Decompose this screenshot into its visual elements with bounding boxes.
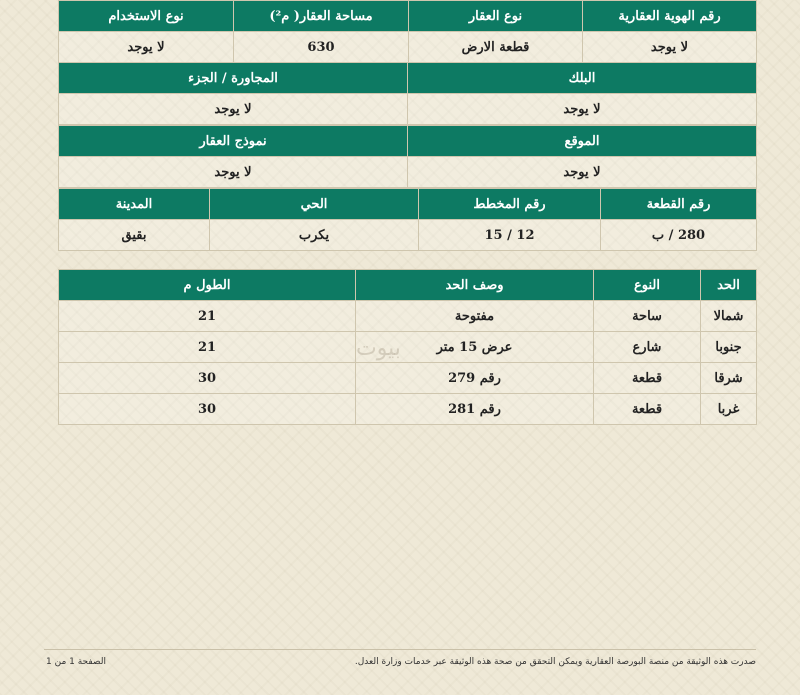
boundary-length: 21 [59, 332, 356, 363]
boundary-type: ساحة [594, 301, 701, 332]
value-usage-type: لا يوجد [59, 32, 234, 63]
value-location: لا يوجد [408, 157, 757, 188]
boundary-length: 30 [59, 394, 356, 425]
value-neighborhood-part: لا يوجد [59, 94, 408, 125]
header-boundary: الحد [701, 270, 757, 301]
boundary-description: رقم 279 [356, 363, 594, 394]
header-property-id: رقم الهوية العقارية [583, 1, 757, 32]
boundary-side: شمالا [701, 301, 757, 332]
header-length: الطول م [59, 270, 356, 301]
page-number: الصفحة 1 من 1 [46, 657, 106, 667]
footer-notice: صدرت هذه الوثيقة من منصة البورصة العقارية ويمكن التحقق من صحة هذه الوثيقة عبر خدمات وزارة العدل. [354, 657, 756, 667]
boundary-side: غربا [701, 394, 757, 425]
table-row [59, 301, 757, 332]
boundary-length: 30 [59, 363, 356, 394]
boundary-description: رقم 281 [356, 394, 594, 425]
property-table-row1 [58, 0, 757, 63]
footer-divider [44, 649, 756, 650]
header-plot-number: رقم القطعة [601, 189, 757, 220]
header-neighborhood-part: المجاورة / الجزء [59, 63, 408, 94]
value-block: لا يوجد [408, 94, 757, 125]
table-row [59, 394, 757, 425]
value-property-id: لا يوجد [583, 32, 757, 63]
header-usage-type: نوع الاستخدام [59, 1, 234, 32]
boundary-side: جنوبا [701, 332, 757, 363]
header-property-area: مساحة العقار( م²) [234, 1, 409, 32]
property-table-row4 [58, 188, 757, 251]
table-row [59, 332, 757, 363]
boundary-side: شرقا [701, 363, 757, 394]
value-plan-number: 12 / 15 [419, 220, 601, 251]
header-district: الحي [210, 189, 419, 220]
value-property-area: 630 [234, 32, 409, 63]
value-property-model: لا يوجد [59, 157, 408, 188]
value-plot-number: 280 / ب [601, 220, 757, 251]
value-property-type: قطعة الارض [409, 32, 583, 63]
value-city: بقيق [59, 220, 210, 251]
boundary-type: قطعة [594, 363, 701, 394]
header-location: الموقع [408, 126, 757, 157]
property-table-row3 [58, 125, 757, 188]
boundary-description: مفتوحة [356, 301, 594, 332]
boundary-description: عرض 15 متر [356, 332, 594, 363]
boundary-type: شارع [594, 332, 701, 363]
boundary-length: 21 [59, 301, 356, 332]
header-plan-number: رقم المخطط [419, 189, 601, 220]
header-block: البلك [408, 63, 757, 94]
header-property-type: نوع العقار [409, 1, 583, 32]
boundary-type: قطعة [594, 394, 701, 425]
table-row [59, 363, 757, 394]
header-description: وصف الحد [356, 270, 594, 301]
value-district: يكرب [210, 220, 419, 251]
property-table-row2 [58, 62, 757, 125]
header-city: المدينة [59, 189, 210, 220]
watermark: بيوت [356, 336, 401, 361]
boundaries-table [58, 269, 757, 425]
header-property-model: نموذج العقار [59, 126, 408, 157]
header-type: النوع [594, 270, 701, 301]
